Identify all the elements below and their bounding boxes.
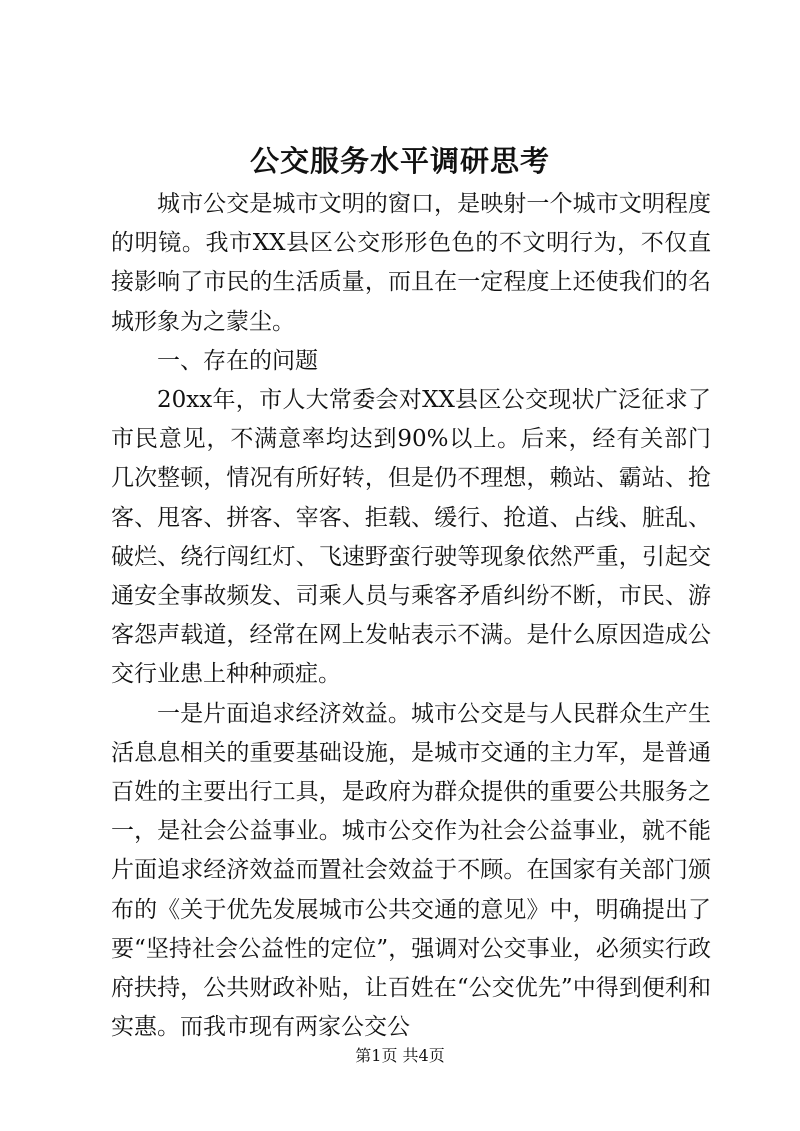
paragraph-economic-benefit: 一是片面追求经济效益。城市公交是与人民群众生产生活息息相关的重要基础设施，是城市交通的主力军，是普通百姓的主要出行工具，是政府为群众提供的重要公共服务之一，是社会公益事业。城市公交作为社会公益事业，就不能片面追求经济效益而置社会效益于不顾。在国家有关部门颁布的《关于优先发展城市公共交通的意见》中，明确提出了要“坚持社会公益性的定位”，强调对公交事业，必须实行政府扶持，公共财政补贴，让百姓在“公交优先”中得到便利和实惠。而我市现有两家公交公	[111, 700, 711, 1041]
page-footer: 第1页 共4页	[355, 1046, 445, 1065]
section-heading-problems: 一、存在的问题	[157, 347, 318, 374]
paragraph-survey: 20xx年，市人大常委会对XX县区公交现状广泛征求了市民意见，不满意率均达到90%以上。后来，经有关部门几次整顿，情况有所好转，但是仍不理想，赖站、霸站、抢客、甩客、拼客、宰客、拒载、缓行、抢道、占线、脏乱、破烂、绕行闯红灯、飞速野蛮行驶等现象依然严重，引起交通安全事故频发、司乘人员与乘客矛盾纠纷不断，市民、游客怨声载道，经常在网上发帖表示不满。是什么原因造成公交行业患上种种顽症。	[111, 387, 711, 688]
document-title: 公交服务水平调研思考	[249, 144, 550, 178]
document-body	[111, 185, 711, 1047]
paragraph-intro: 城市公交是城市文明的窗口，是映射一个城市文明程度的明镜。我市XX县区公交形形色色的不文明行为，不仅直接影响了市民的生活质量，而且在一定程度上还使我们的名城形象为之蒙尘。	[111, 191, 711, 335]
